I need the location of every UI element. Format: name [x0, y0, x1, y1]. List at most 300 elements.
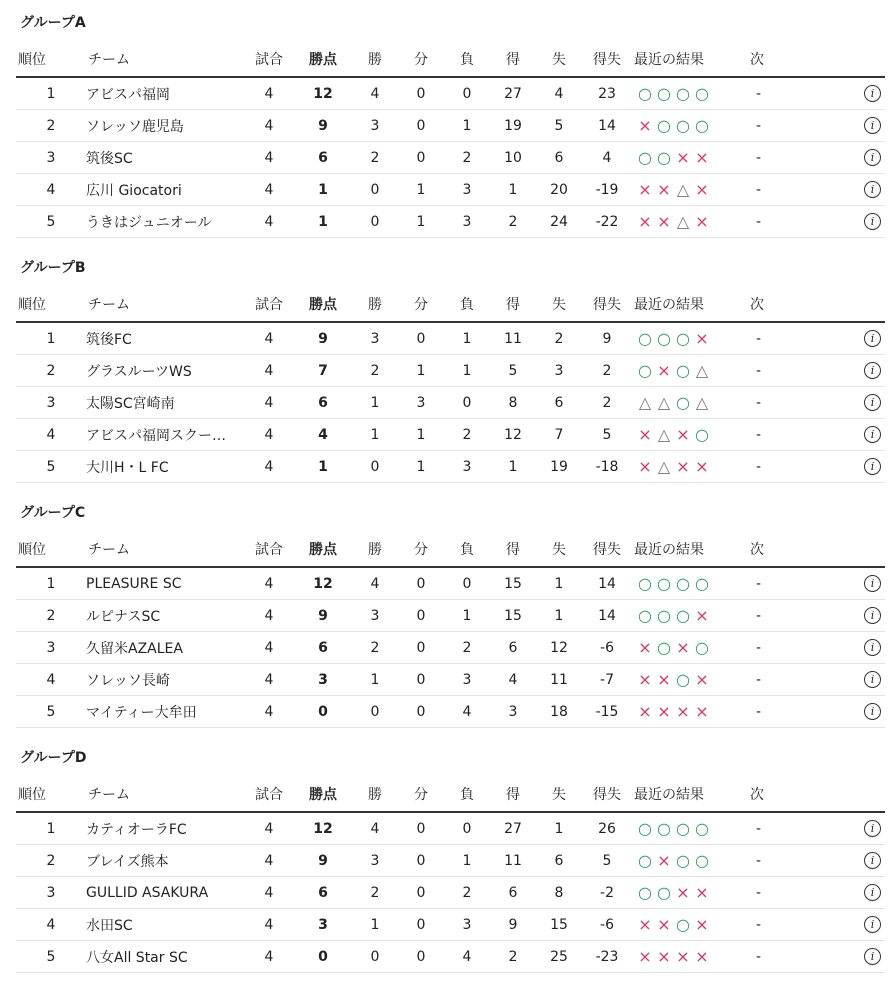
win-mark: ○ — [695, 84, 710, 103]
goal-diff-cell: 9 — [582, 322, 632, 355]
played-cell: 4 — [244, 174, 294, 206]
win-mark: ○ — [695, 638, 710, 657]
won-cell: 3 — [352, 110, 398, 142]
header-goals-for[interactable]: 得 — [490, 42, 536, 77]
points-cell: 12 — [294, 567, 352, 600]
table-row[interactable] — [16, 451, 885, 483]
team-cell[interactable]: 八女All Star SC — [86, 941, 244, 973]
win-mark: ○ — [638, 851, 653, 870]
info-icon[interactable]: i — [864, 426, 881, 443]
table-row[interactable] — [16, 174, 885, 206]
recent-form-cell — [632, 632, 748, 664]
info-icon[interactable]: i — [864, 181, 881, 198]
header-info — [796, 777, 885, 812]
goal-diff-cell: 14 — [582, 600, 632, 632]
header-lost[interactable]: 負 — [444, 777, 490, 812]
draw-mark: △ — [657, 425, 672, 444]
loss-mark: × — [676, 702, 691, 721]
win-mark: ○ — [657, 329, 672, 348]
win-mark: ○ — [657, 148, 672, 167]
info-icon[interactable]: i — [864, 85, 881, 102]
group-section-1 — [0, 245, 895, 490]
info-cell — [796, 909, 885, 941]
draw-mark: △ — [657, 393, 672, 412]
recent-form-cell — [632, 419, 748, 451]
played-cell: 4 — [244, 632, 294, 664]
table-row[interactable] — [16, 387, 885, 419]
points-cell: 9 — [294, 600, 352, 632]
won-cell: 3 — [352, 845, 398, 877]
table-row[interactable] — [16, 77, 885, 110]
group-section-0 — [0, 0, 895, 245]
header-next: 次 — [748, 777, 796, 812]
goal-diff-cell: 23 — [582, 77, 632, 110]
rank-cell: 1 — [16, 812, 86, 845]
drawn-cell: 0 — [398, 142, 444, 174]
loss-mark: × — [695, 606, 710, 625]
goals-against-cell: 15 — [536, 909, 582, 941]
won-cell: 4 — [352, 567, 398, 600]
rank-cell: 3 — [16, 632, 86, 664]
header-goals-for[interactable]: 得 — [490, 532, 536, 567]
loss-mark: × — [638, 947, 653, 966]
group-title: グループD — [20, 750, 87, 766]
info-icon[interactable]: i — [864, 639, 881, 656]
goals-for-cell: 1 — [490, 174, 536, 206]
recent-form-cell — [632, 322, 748, 355]
played-cell: 4 — [244, 600, 294, 632]
lost-cell: 4 — [444, 696, 490, 728]
win-mark: ○ — [676, 361, 691, 380]
loss-mark: × — [638, 425, 653, 444]
table-row[interactable] — [16, 812, 885, 845]
header-info — [796, 42, 885, 77]
goal-diff-cell: -15 — [582, 696, 632, 728]
header-team[interactable]: チーム — [86, 777, 244, 812]
loss-mark: × — [695, 947, 710, 966]
team-cell[interactable]: グラスルーツWS — [86, 355, 244, 387]
recent-form-cell — [632, 174, 748, 206]
team-cell[interactable]: ルピナスSC — [86, 600, 244, 632]
goals-for-cell: 9 — [490, 909, 536, 941]
goal-diff-cell: 5 — [582, 419, 632, 451]
played-cell: 4 — [244, 355, 294, 387]
team-cell[interactable]: ソレッソ鹿児島 — [86, 110, 244, 142]
table-row[interactable] — [16, 355, 885, 387]
lost-cell: 2 — [444, 419, 490, 451]
recent-form-cell — [632, 877, 748, 909]
goals-against-cell: 1 — [536, 600, 582, 632]
team-cell[interactable]: うきはジュニオール — [86, 206, 244, 238]
team-cell[interactable]: 筑後SC — [86, 142, 244, 174]
next-match-cell: - — [748, 322, 796, 355]
goals-for-cell: 1 — [490, 451, 536, 483]
drawn-cell: 1 — [398, 419, 444, 451]
loss-mark: × — [676, 425, 691, 444]
team-cell[interactable]: 水田SC — [86, 909, 244, 941]
goals-for-cell: 27 — [490, 77, 536, 110]
played-cell: 4 — [244, 451, 294, 483]
win-mark: ○ — [676, 915, 691, 934]
recent-form-cell — [632, 387, 748, 419]
win-mark: ○ — [657, 638, 672, 657]
played-cell: 4 — [244, 419, 294, 451]
team-cell[interactable]: PLEASURE SC — [86, 567, 244, 600]
win-mark: ○ — [657, 84, 672, 103]
next-match-cell: - — [748, 174, 796, 206]
win-mark: ○ — [676, 606, 691, 625]
goals-for-cell: 11 — [490, 322, 536, 355]
points-cell: 6 — [294, 877, 352, 909]
header-rank[interactable]: 順位 — [16, 42, 86, 77]
header-lost[interactable]: 負 — [444, 42, 490, 77]
next-match-cell: - — [748, 812, 796, 845]
team-cell[interactable]: アビスパ福岡スクー… — [86, 419, 244, 451]
table-row[interactable] — [16, 206, 885, 238]
header-drawn[interactable]: 分 — [398, 777, 444, 812]
goal-diff-cell: 5 — [582, 845, 632, 877]
header-goals-for[interactable]: 得 — [490, 287, 536, 322]
win-mark: ○ — [638, 84, 653, 103]
played-cell: 4 — [244, 387, 294, 419]
points-cell: 1 — [294, 174, 352, 206]
lost-cell: 1 — [444, 845, 490, 877]
goals-against-cell: 5 — [536, 110, 582, 142]
table-row[interactable] — [16, 941, 885, 973]
info-icon[interactable]: i — [864, 575, 881, 592]
goals-against-cell: 6 — [536, 387, 582, 419]
drawn-cell: 0 — [398, 941, 444, 973]
lost-cell: 1 — [444, 355, 490, 387]
next-match-cell: - — [748, 567, 796, 600]
standings-table — [16, 287, 885, 483]
table-row[interactable] — [16, 845, 885, 877]
goals-for-cell: 19 — [490, 110, 536, 142]
team-cell[interactable]: ソレッソ長崎 — [86, 664, 244, 696]
team-cell[interactable]: GULLID ASAKURA — [86, 877, 244, 909]
rank-cell: 4 — [16, 419, 86, 451]
info-icon[interactable]: i — [864, 149, 881, 166]
next-match-cell: - — [748, 206, 796, 238]
points-cell: 3 — [294, 909, 352, 941]
table-row[interactable] — [16, 110, 885, 142]
next-match-cell: - — [748, 110, 796, 142]
info-cell — [796, 664, 885, 696]
drawn-cell: 0 — [398, 322, 444, 355]
info-icon[interactable]: i — [864, 703, 881, 720]
header-won[interactable]: 勝 — [352, 777, 398, 812]
won-cell: 2 — [352, 355, 398, 387]
loss-mark: × — [657, 947, 672, 966]
recent-form-cell — [632, 941, 748, 973]
info-icon[interactable]: i — [864, 671, 881, 688]
rank-cell: 2 — [16, 110, 86, 142]
info-icon[interactable]: i — [864, 394, 881, 411]
info-cell — [796, 206, 885, 238]
drawn-cell: 3 — [398, 387, 444, 419]
team-cell[interactable]: アビスパ福岡 — [86, 77, 244, 110]
table-row[interactable] — [16, 322, 885, 355]
won-cell: 1 — [352, 909, 398, 941]
win-mark: ○ — [695, 116, 710, 135]
team-cell[interactable]: 広川 Giocatori — [86, 174, 244, 206]
drawn-cell: 0 — [398, 664, 444, 696]
info-icon[interactable]: i — [864, 362, 881, 379]
points-cell: 6 — [294, 387, 352, 419]
goals-for-cell: 2 — [490, 941, 536, 973]
team-cell[interactable]: ブレイズ熊本 — [86, 845, 244, 877]
rank-cell: 1 — [16, 77, 86, 110]
loss-mark: × — [695, 212, 710, 231]
header-points[interactable]: 勝点 — [294, 777, 352, 812]
lost-cell: 4 — [444, 941, 490, 973]
header-goals-against[interactable]: 失 — [536, 532, 582, 567]
header-won[interactable]: 勝 — [352, 287, 398, 322]
played-cell: 4 — [244, 812, 294, 845]
goals-against-cell: 25 — [536, 941, 582, 973]
goals-against-cell: 6 — [536, 142, 582, 174]
draw-mark: △ — [695, 361, 710, 380]
header-won[interactable]: 勝 — [352, 42, 398, 77]
table-row[interactable] — [16, 142, 885, 174]
rank-cell: 1 — [16, 567, 86, 600]
win-mark: ○ — [695, 574, 710, 593]
info-icon[interactable]: i — [864, 213, 881, 230]
header-team[interactable]: チーム — [86, 532, 244, 567]
table-row[interactable] — [16, 696, 885, 728]
team-cell[interactable]: 大川H・L FC — [86, 451, 244, 483]
info-cell — [796, 600, 885, 632]
recent-form-cell — [632, 600, 748, 632]
points-cell: 6 — [294, 142, 352, 174]
played-cell: 4 — [244, 567, 294, 600]
header-form: 最近の結果 — [632, 287, 748, 322]
header-next: 次 — [748, 287, 796, 322]
table-row[interactable] — [16, 567, 885, 600]
header-points[interactable]: 勝点 — [294, 287, 352, 322]
win-mark: ○ — [638, 148, 653, 167]
rank-cell: 4 — [16, 909, 86, 941]
header-goals-against[interactable]: 失 — [536, 777, 582, 812]
drawn-cell: 0 — [398, 812, 444, 845]
header-info — [796, 532, 885, 567]
header-played[interactable]: 試合 — [244, 287, 294, 322]
goal-diff-cell: -19 — [582, 174, 632, 206]
drawn-cell: 1 — [398, 174, 444, 206]
points-cell: 7 — [294, 355, 352, 387]
rank-cell: 2 — [16, 355, 86, 387]
next-match-cell: - — [748, 451, 796, 483]
team-cell[interactable]: 筑後FC — [86, 322, 244, 355]
standings-table — [16, 777, 885, 973]
info-icon[interactable]: i — [864, 117, 881, 134]
info-icon[interactable]: i — [864, 458, 881, 475]
win-mark: ○ — [676, 393, 691, 412]
table-row[interactable] — [16, 664, 885, 696]
recent-form-cell — [632, 451, 748, 483]
info-icon[interactable]: i — [864, 607, 881, 624]
loss-mark: × — [695, 915, 710, 934]
header-next: 次 — [748, 532, 796, 567]
header-drawn[interactable]: 分 — [398, 532, 444, 567]
goals-against-cell: 20 — [536, 174, 582, 206]
drawn-cell: 0 — [398, 600, 444, 632]
played-cell: 4 — [244, 877, 294, 909]
table-header-row — [16, 532, 885, 567]
won-cell: 2 — [352, 877, 398, 909]
rank-cell: 3 — [16, 387, 86, 419]
team-cell[interactable]: 太陽SC宮崎南 — [86, 387, 244, 419]
loss-mark: × — [676, 947, 691, 966]
win-mark: ○ — [676, 574, 691, 593]
drawn-cell: 1 — [398, 355, 444, 387]
header-drawn[interactable]: 分 — [398, 287, 444, 322]
played-cell: 4 — [244, 206, 294, 238]
header-points[interactable]: 勝点 — [294, 42, 352, 77]
lost-cell: 3 — [444, 174, 490, 206]
table-row[interactable] — [16, 632, 885, 664]
table-row[interactable] — [16, 909, 885, 941]
loss-mark: × — [657, 851, 672, 870]
header-goal-diff[interactable]: 得失 — [582, 42, 632, 77]
drawn-cell: 0 — [398, 845, 444, 877]
info-icon[interactable]: i — [864, 916, 881, 933]
draw-mark: △ — [638, 393, 653, 412]
team-cell[interactable]: カティオーラFC — [86, 812, 244, 845]
info-cell — [796, 387, 885, 419]
header-rank[interactable]: 順位 — [16, 532, 86, 567]
goals-against-cell: 6 — [536, 845, 582, 877]
goals-against-cell: 12 — [536, 632, 582, 664]
goals-for-cell: 5 — [490, 355, 536, 387]
goal-diff-cell: -2 — [582, 877, 632, 909]
table-row[interactable] — [16, 600, 885, 632]
win-mark: ○ — [657, 606, 672, 625]
loss-mark: × — [695, 148, 710, 167]
header-goal-diff[interactable]: 得失 — [582, 287, 632, 322]
header-played[interactable]: 試合 — [244, 42, 294, 77]
info-icon[interactable]: i — [864, 948, 881, 965]
table-row[interactable] — [16, 419, 885, 451]
next-match-cell: - — [748, 632, 796, 664]
info-cell — [796, 142, 885, 174]
recent-form-cell — [632, 355, 748, 387]
table-row[interactable] — [16, 877, 885, 909]
table-header-row — [16, 287, 885, 322]
loss-mark: × — [638, 702, 653, 721]
win-mark: ○ — [638, 819, 653, 838]
win-mark: ○ — [695, 425, 710, 444]
points-cell: 9 — [294, 322, 352, 355]
info-icon[interactable]: i — [864, 330, 881, 347]
info-cell — [796, 567, 885, 600]
header-goals-for[interactable]: 得 — [490, 777, 536, 812]
recent-form-cell — [632, 845, 748, 877]
goal-diff-cell: 14 — [582, 110, 632, 142]
header-lost[interactable]: 負 — [444, 287, 490, 322]
header-drawn[interactable]: 分 — [398, 42, 444, 77]
win-mark: ○ — [695, 851, 710, 870]
next-match-cell: - — [748, 355, 796, 387]
header-won[interactable]: 勝 — [352, 532, 398, 567]
rank-cell: 4 — [16, 664, 86, 696]
won-cell: 0 — [352, 206, 398, 238]
header-lost[interactable]: 負 — [444, 532, 490, 567]
goals-against-cell: 3 — [536, 355, 582, 387]
header-goal-diff[interactable]: 得失 — [582, 777, 632, 812]
drawn-cell: 0 — [398, 567, 444, 600]
lost-cell: 2 — [444, 142, 490, 174]
won-cell: 0 — [352, 941, 398, 973]
goals-against-cell: 7 — [536, 419, 582, 451]
header-goals-against[interactable]: 失 — [536, 287, 582, 322]
loss-mark: × — [657, 212, 672, 231]
win-mark: ○ — [657, 883, 672, 902]
goal-diff-cell: -6 — [582, 632, 632, 664]
played-cell: 4 — [244, 142, 294, 174]
header-points[interactable]: 勝点 — [294, 532, 352, 567]
played-cell: 4 — [244, 696, 294, 728]
goals-for-cell: 10 — [490, 142, 536, 174]
drawn-cell: 1 — [398, 451, 444, 483]
lost-cell: 3 — [444, 206, 490, 238]
loss-mark: × — [676, 883, 691, 902]
table-header-row — [16, 777, 885, 812]
info-icon[interactable]: i — [864, 820, 881, 837]
lost-cell: 2 — [444, 632, 490, 664]
drawn-cell: 0 — [398, 77, 444, 110]
header-team[interactable]: チーム — [86, 42, 244, 77]
win-mark: ○ — [638, 883, 653, 902]
lost-cell: 1 — [444, 600, 490, 632]
loss-mark: × — [638, 457, 653, 476]
drawn-cell: 0 — [398, 110, 444, 142]
header-form: 最近の結果 — [632, 42, 748, 77]
next-match-cell: - — [748, 387, 796, 419]
header-goals-against[interactable]: 失 — [536, 42, 582, 77]
lost-cell: 0 — [444, 812, 490, 845]
header-team[interactable]: チーム — [86, 287, 244, 322]
won-cell: 1 — [352, 387, 398, 419]
draw-mark: △ — [676, 180, 691, 199]
header-played[interactable]: 試合 — [244, 532, 294, 567]
goal-diff-cell: -18 — [582, 451, 632, 483]
lost-cell: 1 — [444, 110, 490, 142]
info-icon[interactable]: i — [864, 884, 881, 901]
goals-for-cell: 15 — [490, 600, 536, 632]
loss-mark: × — [657, 180, 672, 199]
points-cell: 0 — [294, 941, 352, 973]
header-rank[interactable]: 順位 — [16, 287, 86, 322]
header-rank[interactable]: 順位 — [16, 777, 86, 812]
draw-mark: △ — [676, 212, 691, 231]
played-cell: 4 — [244, 110, 294, 142]
header-form: 最近の結果 — [632, 532, 748, 567]
points-cell: 1 — [294, 206, 352, 238]
points-cell: 9 — [294, 845, 352, 877]
points-cell: 9 — [294, 110, 352, 142]
recent-form-cell — [632, 567, 748, 600]
header-played[interactable]: 試合 — [244, 777, 294, 812]
goals-against-cell: 2 — [536, 322, 582, 355]
points-cell: 12 — [294, 77, 352, 110]
goals-against-cell: 4 — [536, 77, 582, 110]
team-cell[interactable]: マイティー大牟田 — [86, 696, 244, 728]
goals-against-cell: 18 — [536, 696, 582, 728]
header-goal-diff[interactable]: 得失 — [582, 532, 632, 567]
team-cell[interactable]: 久留米AZALEA — [86, 632, 244, 664]
info-icon[interactable]: i — [864, 852, 881, 869]
